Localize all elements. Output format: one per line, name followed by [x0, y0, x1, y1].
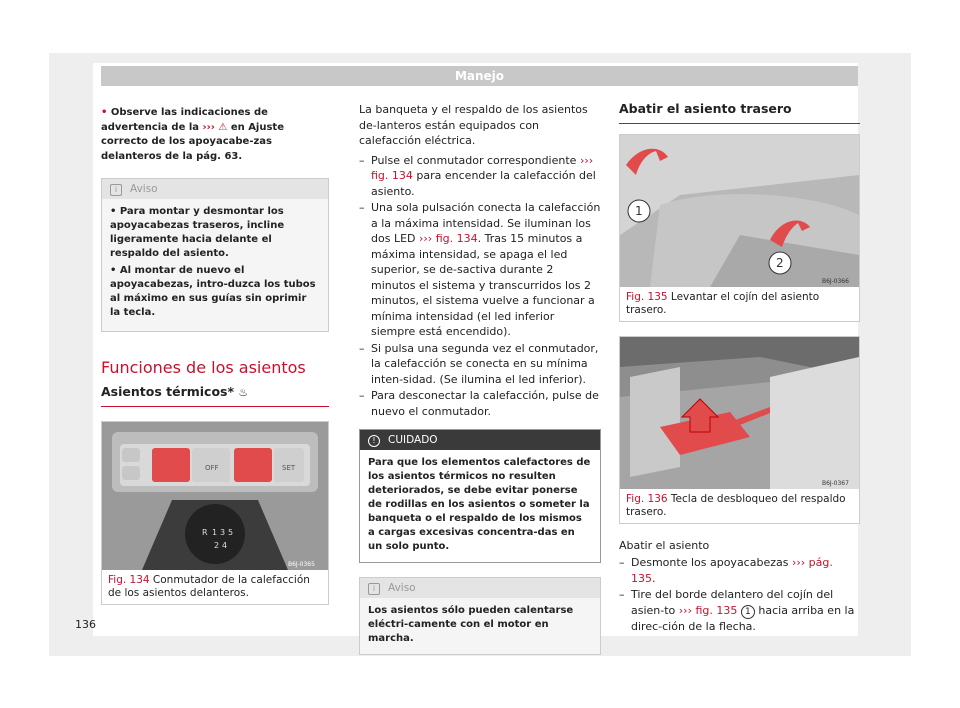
info-icon: i — [368, 583, 380, 595]
subsection-title: Asientos térmicos* ♨ — [101, 384, 329, 408]
marker-number: 1 — [741, 605, 755, 619]
intro-text: La banqueta y el respaldo de los asientos de-lanteros están equipados con calefacción eléctrica. — [359, 103, 588, 147]
fig-link[interactable]: ››› fig. 134 — [371, 153, 594, 182]
svg-text:B6J-0367: B6J-0367 — [822, 479, 849, 487]
figure-135-caption: Fig. 135 Levantar el cojín del asiento trasero. — [626, 290, 820, 316]
figure-135-image — [620, 135, 859, 287]
sub-heading: Abatir el asiento — [619, 538, 710, 552]
svg-text:1: 1 — [212, 528, 218, 537]
fig-link[interactable]: ››› fig. 135 — [678, 603, 738, 617]
column-right — [619, 101, 860, 635]
svg-text:1: 1 — [635, 203, 643, 218]
svg-text:2: 2 — [214, 541, 220, 550]
aviso-item: • Al montar de nuevo el apoyacabezas, intro-duzca los tubos al máximo en sus guías sin oprimir la tecla. — [110, 265, 316, 318]
instruction-step: – Pulse el conmutador correspondiente ››› fig. 134 para encender la calefacción del asiento. — [359, 153, 601, 200]
svg-text:2: 2 — [776, 255, 784, 270]
warning-triangle-icon: ⚠ — [218, 121, 228, 133]
svg-text:3: 3 — [220, 528, 226, 537]
instruction-step: – Una sola pulsación conecta la calefacción a la máxima intensidad. Se iluminan los dos LED ››› fig. 134. Tras 15 minutos a máxima intensidad, se apaga el led superior, se de-sactiva durante 2 minutos el sistema y transcurridos los 2 minutos, el sistema vuelve a funcionar a mínima intensidad (el led inferior siempre está encendido). — [359, 200, 601, 340]
svg-text:4: 4 — [222, 541, 228, 550]
section-title-right: Abatir el asiento trasero — [619, 101, 860, 124]
page-link[interactable]: ››› pág. 135 — [631, 556, 833, 585]
warning-link[interactable]: ››› — [202, 121, 215, 133]
instruction-step: – Tire del borde delantero del cojín del asien-to ››› fig. 135 1 hacia arriba en la direc-ción de la flecha. — [619, 587, 860, 634]
figure-135 — [619, 134, 860, 322]
instruction-step: – Para desconectar la calefacción, pulse de nuevo el conmutador. — [359, 388, 601, 419]
caution-icon: ! — [368, 435, 380, 447]
section-title: Funciones de los asientos — [101, 358, 306, 377]
fig-link[interactable]: ››› fig. 134 — [419, 232, 478, 245]
instruction-step: – Desmonte los apoyacabezas ››› pág. 135. — [619, 555, 860, 586]
figure-136 — [619, 336, 860, 524]
caution-box: ! CUIDADO Para que los elementos calefactores de los asientos térmicos no resulten deteriorados, se debe evitar ponerse de rodillas en los asientos o someter la banqueta o el respaldo de los mismos a cargas excesivas concentra-das en un solo punto. — [359, 429, 601, 563]
svg-text:B6J-0365: B6J-0365 — [288, 561, 315, 568]
page-header: Manejo — [101, 66, 858, 86]
figure-134-caption: Fig. 134 Conmutador de la calefacción de los asientos delanteros. — [108, 574, 310, 599]
figure-136-image — [620, 337, 859, 489]
figure-136-caption: Fig. 136 Tecla de desbloqueo del respaldo trasero. — [626, 492, 846, 518]
svg-text:5: 5 — [228, 528, 234, 537]
svg-text:SET: SET — [282, 464, 296, 472]
figure-134-image — [102, 422, 328, 570]
svg-text:B6J-0366: B6J-0366 — [822, 277, 849, 285]
column-left — [101, 106, 329, 605]
aviso-box: i Aviso • Para montar y desmontar los apoyacabezas traseros, incline ligeramente hacia delante el respaldo del asiento. • Al montar de nuevo el apoyacabezas, intro-duzca los tubos al máximo en sus guías sin oprimir la tecla. — [101, 178, 329, 332]
svg-text:R: R — [202, 528, 208, 537]
aviso-box-2: i Aviso Los asientos sólo pueden calentarse eléctri-camente con el motor en marcha. — [359, 577, 601, 655]
instruction-step: – Si pulsa una segunda vez el conmutador, la calefacción se conecta en su mínima inten-sidad. (Se ilumina el led inferior). — [359, 341, 601, 388]
svg-text:OFF: OFF — [205, 464, 219, 472]
warning-note: • Observe las indicaciones de advertencia de la ››› ⚠ en Ajuste correcto de los apoyacabe-zas delanteros de la pág. 63. — [101, 107, 284, 162]
info-icon: i — [110, 184, 122, 196]
seat-heating-icon: ♨ — [238, 385, 249, 399]
figure-134 — [101, 421, 329, 605]
aviso-item: • Para montar y desmontar los apoyacabezas traseros, incline ligeramente hacia delante el respaldo del asiento. — [110, 206, 285, 259]
column-middle — [359, 102, 601, 655]
page-number: 136 — [75, 618, 96, 631]
